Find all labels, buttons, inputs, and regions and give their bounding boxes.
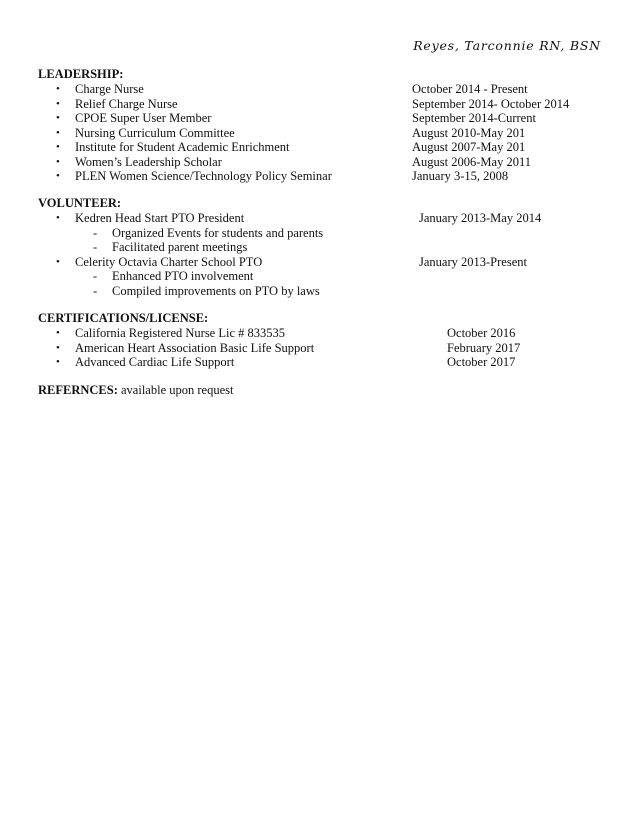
list-item [38,126,608,141]
bullet-icon: • [56,255,60,268]
item-date: February 2017 [447,340,521,355]
item-date: October 2014 - Present [412,82,528,96]
references-line [38,383,233,398]
item-date: September 2014- October 2014 [412,96,570,111]
list-item [38,140,608,155]
item-date: August 2007-May 201 [412,140,526,154]
item-text: Celerity Octavia Charter School PTO [75,254,263,269]
bullet-icon: • [56,97,60,110]
sub-item-text: Enhanced PTO involvement [112,269,254,283]
item-date: September 2014-Current [412,111,536,125]
item-date: January 2013-May 2014 [419,211,542,225]
bullet-icon: • [56,141,60,153]
item-text: Institute for Student Academic Enrichment [75,140,290,154]
item-date: January 3-15, 2008 [412,169,509,183]
item-text: Women’s Leadership Scholar [75,154,222,169]
bullet-icon: • [56,126,60,139]
bullet-icon: • [56,341,60,354]
list-item [38,97,608,112]
item-text: PLEN Women Science/Technology Policy Seminar [75,169,332,183]
list-item [38,211,608,226]
item-text: Advanced Cardiac Life Support [75,355,235,369]
item-text: California Registered Nurse Lic # 833535 [75,326,286,340]
references-text: available upon request [117,383,234,397]
bullet-icon: • [56,170,60,182]
item-date: October 2017 [447,355,516,369]
bullet-icon: • [56,112,60,124]
list-item [38,326,608,341]
list-item [38,82,608,97]
sub-list-item [38,284,608,299]
item-text: Relief Charge Nurse [75,96,178,111]
item-date: August 2010-May 201 [412,125,526,140]
bullet-icon: • [56,327,60,339]
leadership-section [38,67,608,184]
sub-item-text: Compiled improvements on PTO by laws [112,283,320,298]
list-item [38,341,608,356]
item-text: Kedren Head Start PTO President [75,211,245,225]
references-label: REFERNCES: [38,383,118,397]
sub-list-item [38,269,608,284]
resume-header-name: Reyes, Tarconnie RN, BSN [413,38,601,53]
list-item [38,169,608,184]
dash-icon: - [93,283,98,298]
list-item [38,155,608,170]
volunteer-heading: VOLUNTEER: [38,196,122,210]
item-text: Nursing Curriculum Committee [75,125,235,140]
bullet-icon: • [56,212,60,224]
item-text: American Heart Association Basic Life Support [75,340,315,355]
bullet-icon: • [56,356,60,368]
bullet-icon: • [56,155,60,168]
sub-list-item [38,240,608,255]
certifications-heading: CERTIFICATIONS/LICENSE: [38,311,209,325]
sub-item-text: Facilitated parent meetings [112,240,248,254]
dash-icon: - [93,240,98,254]
volunteer-section [38,196,608,298]
sub-item-text: Organized Events for students and parents [112,225,324,240]
list-item [38,255,608,270]
item-date: August 2006-May 2011 [412,154,531,169]
certifications-section [38,311,608,370]
dash-icon: - [93,269,98,283]
sub-list-item [38,226,608,241]
item-date: October 2016 [447,326,516,340]
item-text: CPOE Super User Member [75,111,212,125]
list-item [38,355,608,370]
item-text: Charge Nurse [75,82,144,96]
list-item [38,111,608,126]
bullet-icon: • [56,83,60,95]
leadership-heading: LEADERSHIP: [38,67,124,81]
item-date: January 2013-Present [419,254,527,269]
dash-icon: - [93,225,98,240]
